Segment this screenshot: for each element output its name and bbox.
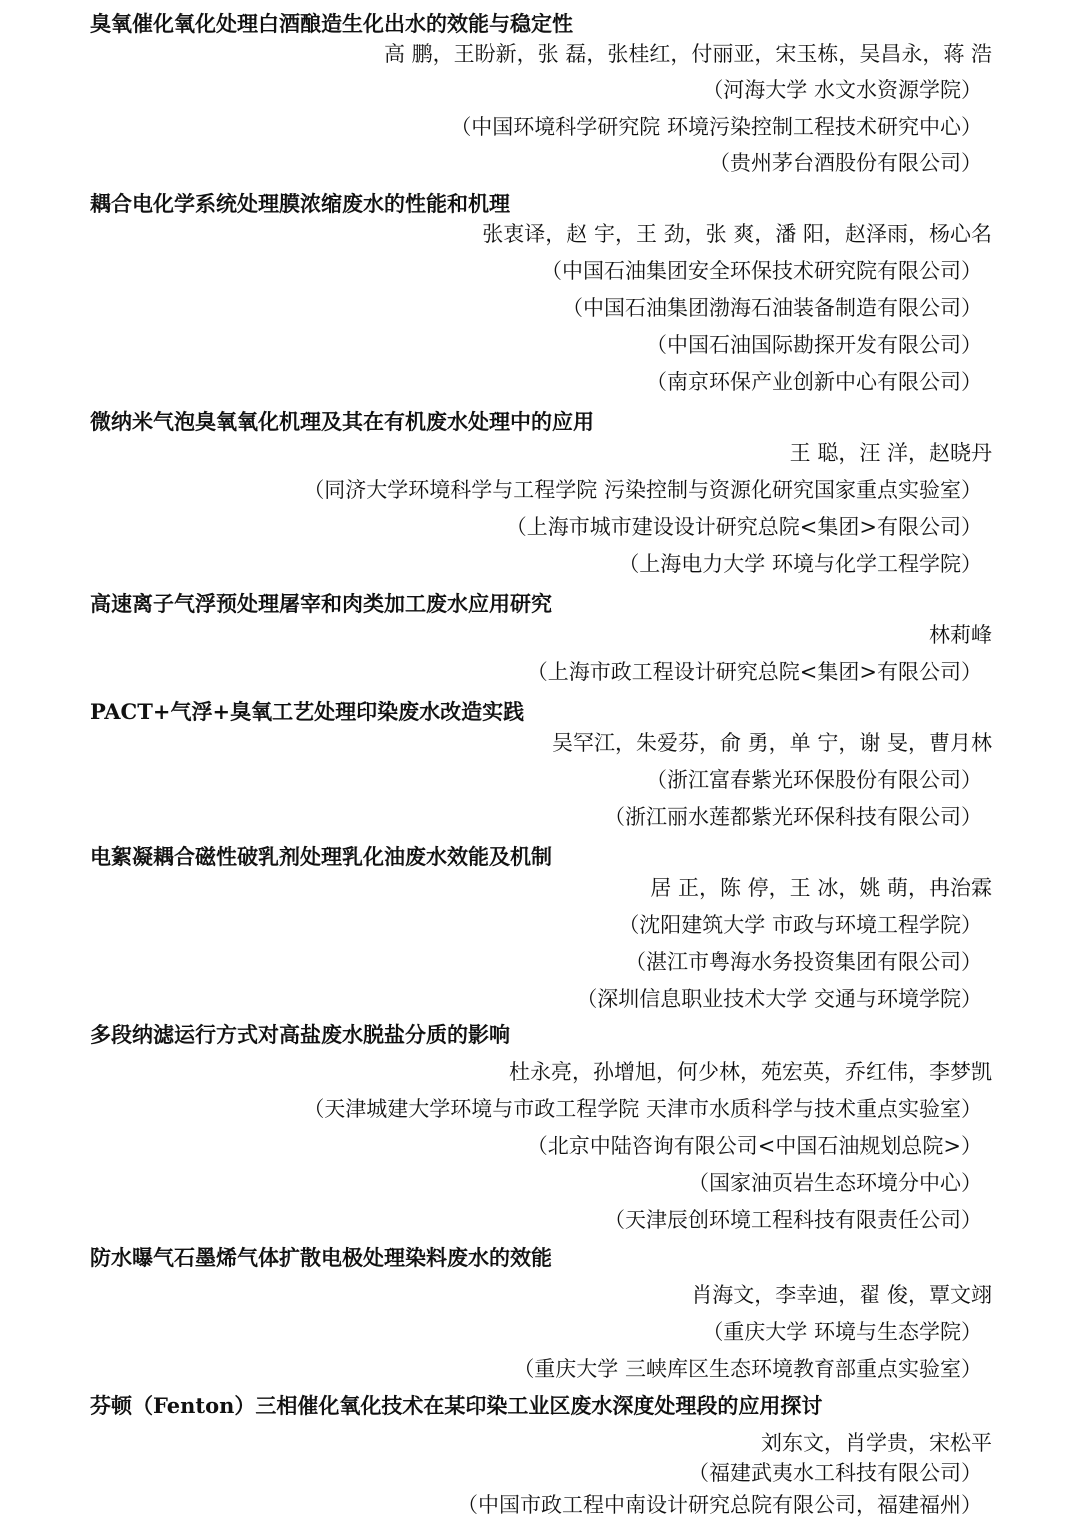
paper-title: 电絮凝耦合磁性破乳剂处理乳化油废水效能及机制 (90, 844, 552, 869)
paper-authors: 王 聪，汪 洋，赵晓丹 (789, 441, 992, 465)
paper-affiliation: （重庆大学 三峡库区生态环境教育部重点实验室） (513, 1357, 982, 1381)
paper-affiliation: （国家油页岩生态环境分中心） (688, 1171, 982, 1195)
paper-title: 耦合电化学系统处理膜浓缩废水的性能和机理 (90, 191, 510, 216)
paper-title: 芬顿（Fenton）三相催化氧化技术在某印染工业区废水深度处理段的应用探讨 (90, 1393, 823, 1418)
paper-title: 防水曝气石墨烯气体扩散电极处理染料废水的效能 (90, 1245, 552, 1270)
paper-affiliation: （上海电力大学 环境与化学工程学院） (618, 552, 982, 576)
paper-affiliation: （北京中陆咨询有限公司<中国石油规划总院>） (526, 1134, 982, 1158)
paper-title: PACT+气浮+臭氧工艺处理印染废水改造实践 (90, 699, 525, 724)
paper-affiliation: （重庆大学 环境与生态学院） (702, 1320, 982, 1344)
paper-affiliation: （天津城建大学环境与市政工程学院 天津市水质科学与技术重点实验室） (303, 1097, 982, 1121)
paper-title: 高速离子气浮预处理屠宰和肉类加工废水应用研究 (90, 591, 552, 616)
paper-affiliation: （湛江市粤海水务投资集团有限公司） (625, 950, 982, 974)
paper-authors: 张衷译，赵 宇，王 劲，张 爽，潘 阳，赵泽雨，杨心名 (482, 222, 992, 246)
paper-affiliation: （上海市城市建设设计研究总院<集团>有限公司） (505, 515, 982, 539)
paper-affiliation: （中国石油集团安全环保技术研究院有限公司） (541, 259, 982, 283)
paper-authors: 肖海文，李幸迪，翟 俊，覃文翊 (691, 1283, 992, 1307)
paper-affiliation: （中国市政工程中南设计研究总院有限公司，福建福州） (457, 1493, 982, 1517)
paper-affiliation: （中国石油集团渤海石油装备制造有限公司） (562, 296, 982, 320)
paper-affiliation: （同济大学环境科学与工程学院 污染控制与资源化研究国家重点实验室） (303, 478, 982, 502)
paper-authors: 高 鹏，王盼新，张 磊，张桂红，付丽亚，宋玉栋，吴昌永，蒋 浩 (383, 42, 992, 66)
paper-title: 臭氧催化氧化处理白酒酿造生化出水的效能与稳定性 (90, 11, 573, 36)
paper-authors: 居 正，陈 停，王 冰，姚 萌，冉治霖 (650, 876, 992, 900)
paper-affiliation: （浙江丽水莲都紫光环保科技有限公司） (604, 805, 982, 829)
paper-affiliation: （中国石油国际勘探开发有限公司） (646, 333, 982, 357)
paper-affiliation: （中国环境科学研究院 环境污染控制工程技术研究中心） (450, 115, 982, 139)
paper-affiliation: （天津辰创环境工程科技有限责任公司） (604, 1208, 982, 1232)
paper-authors: 林莉峰 (929, 623, 992, 647)
paper-authors: 吴罕江，朱爱芬，俞 勇，单 宁，谢 旻，曹月林 (551, 731, 992, 755)
paper-affiliation: （浙江富春紫光环保股份有限公司） (646, 768, 982, 792)
paper-affiliation: （南京环保产业创新中心有限公司） (646, 370, 982, 394)
paper-affiliation: （上海市政工程设计研究总院<集团>有限公司） (526, 660, 982, 684)
paper-title: 微纳米气泡臭氧氧化机理及其在有机废水处理中的应用 (90, 409, 594, 434)
paper-affiliation: （福建武夷水工科技有限公司） (688, 1461, 982, 1485)
paper-title: 多段纳滤运行方式对高盐废水脱盐分质的影响 (90, 1022, 510, 1047)
paper-affiliation: （贵州茅台酒股份有限公司） (709, 151, 982, 175)
paper-affiliation: （深圳信息职业技术大学 交通与环境学院） (576, 987, 982, 1011)
paper-affiliation: （河海大学 水文水资源学院） (702, 78, 982, 102)
paper-authors: 刘东文，肖学贵，宋松平 (761, 1431, 992, 1455)
paper-affiliation: （沈阳建筑大学 市政与环境工程学院） (618, 913, 982, 937)
paper-authors: 杜永亮，孙增旭，何少林，苑宏英，乔红伟，李梦凯 (509, 1060, 992, 1084)
